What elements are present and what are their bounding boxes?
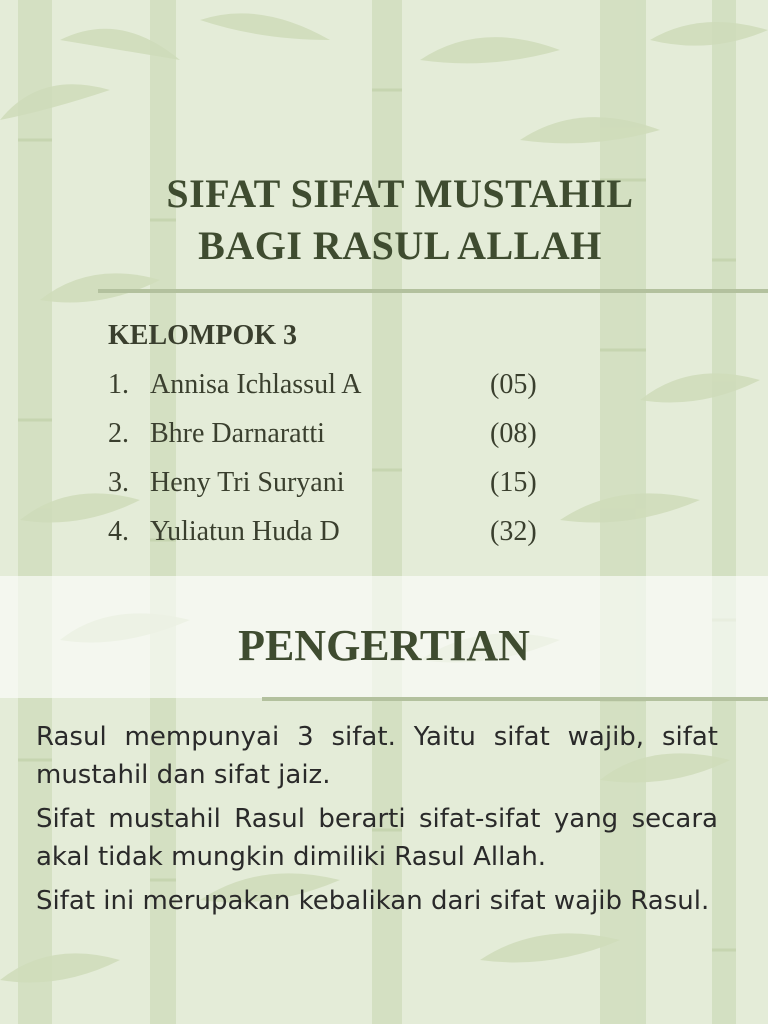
member-code: (05) — [490, 368, 537, 400]
member-name: Bhre Darnaratti — [150, 417, 325, 449]
definition-body — [36, 718, 718, 926]
title-divider — [98, 289, 768, 293]
member-number: 1. — [108, 368, 129, 400]
member-name: Yuliatun Huda D — [150, 515, 340, 547]
member-item — [108, 409, 560, 458]
section-divider — [262, 697, 768, 701]
group-heading: KELOMPOK 3 — [108, 320, 297, 351]
member-item — [108, 507, 560, 556]
cover-title-line2: BAGI RASUL ALLAH — [198, 223, 602, 268]
slide-definition — [0, 576, 768, 1024]
member-item — [108, 360, 560, 409]
section-title: PENGERTIAN — [238, 621, 530, 670]
definition-paragraph: Sifat ini merupakan kebalikan dari sifat wajib Rasul. — [36, 886, 710, 916]
member-name: Heny Tri Suryani — [150, 466, 345, 498]
member-code: (08) — [490, 417, 537, 449]
member-number: 2. — [108, 417, 129, 449]
member-number: 3. — [108, 466, 129, 498]
cover-title — [60, 168, 740, 272]
definition-paragraph: Rasul mempunyai 3 sifat. Yaitu sifat wajib, sifat mustahil dan sifat jaiz. — [36, 722, 718, 790]
group-info — [108, 318, 560, 556]
definition-paragraph: Sifat mustahil Rasul berarti sifat-sifat yang secara akal tidak mungkin dimiliki Rasul Allah. — [36, 804, 718, 872]
member-item — [108, 458, 560, 507]
member-name: Annisa Ichlassul A — [150, 368, 362, 400]
member-code: (15) — [490, 466, 537, 498]
cover-title-line1: SIFAT SIFAT MUSTAHIL — [166, 171, 634, 216]
member-code: (32) — [490, 515, 537, 547]
member-number: 4. — [108, 515, 129, 547]
